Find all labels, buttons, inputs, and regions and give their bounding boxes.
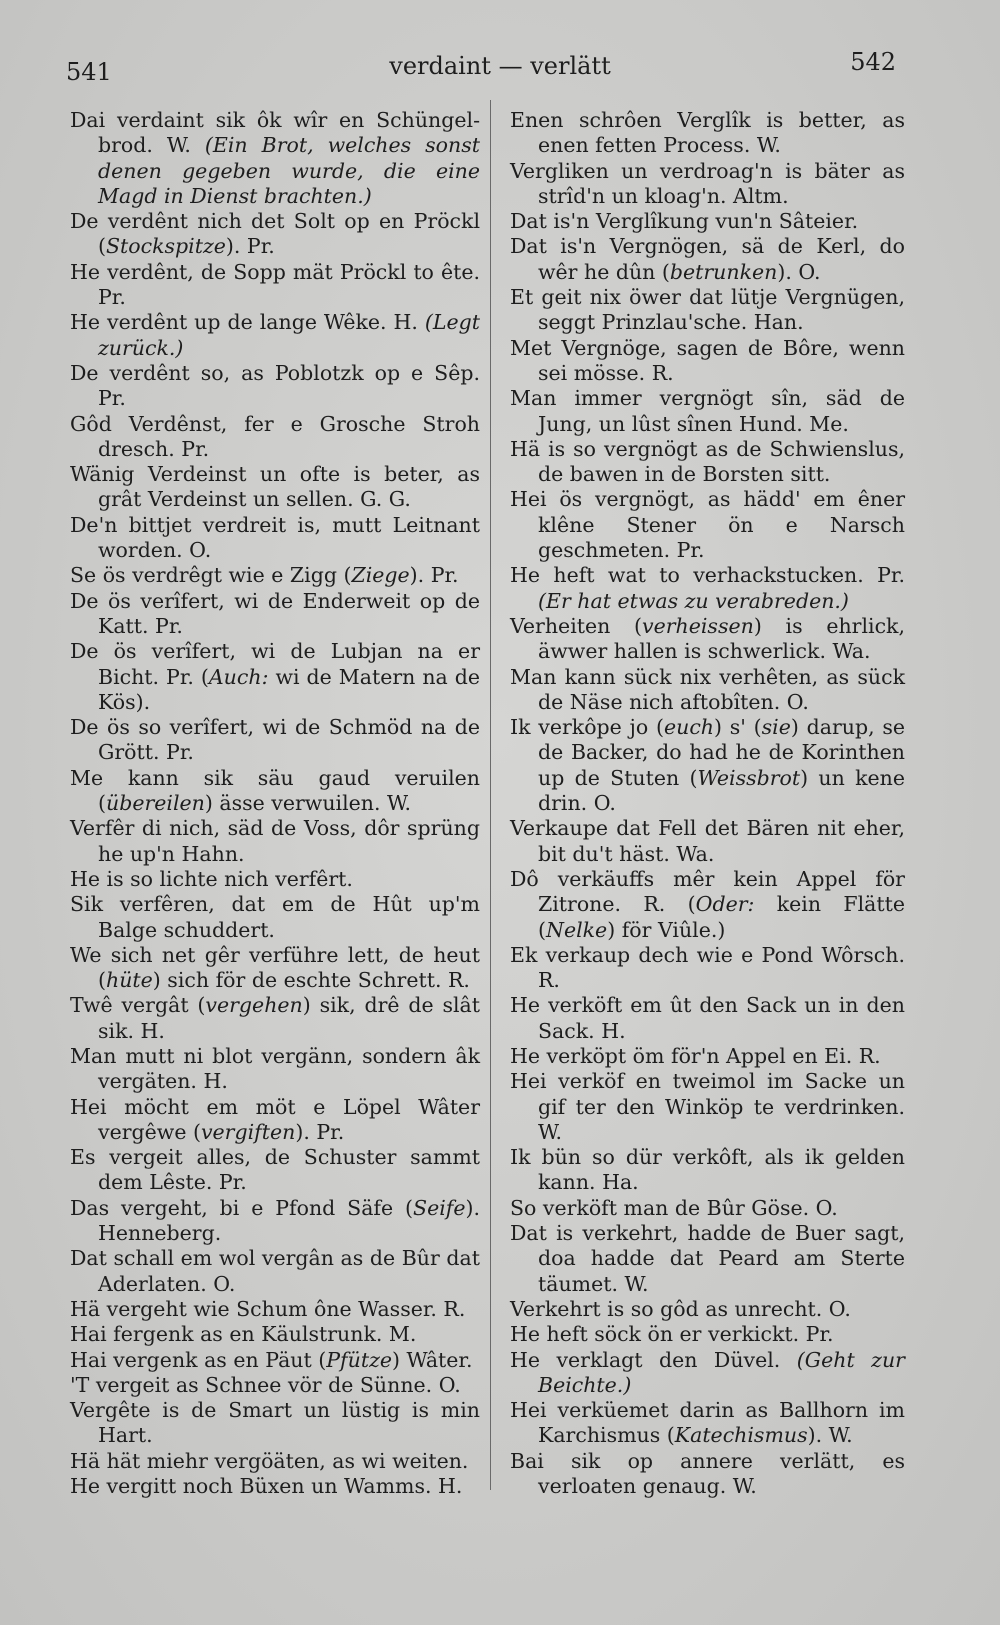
entry-text: Se ös verdrêgt wie e Zigg ( [70,563,352,588]
proverb-entry [510,1297,905,1322]
entry-gloss: Nelke [546,917,608,942]
proverb-entry [70,1373,480,1398]
proverb-entry [70,639,480,715]
entry-text: He verklagt den Düvel. [510,1347,797,1372]
entry-text: Vergliken un verdroag'n is bäter as strîd'n un kloag'n. Altm. [510,158,905,208]
entry-text: Man mutt ni blot vergänn, sondern âk vergäten. H. [70,1043,480,1094]
entry-gloss: (Ein Brot, welches sonst denen gegeben wurde, die eine Magd in Dienst brachten.) [98,133,480,208]
entry-text: ). W. [807,1423,853,1448]
entry-text: ) ässe verwuilen. W. [204,791,412,816]
entry-gloss: (Geht zur Beichte.) [538,1347,905,1397]
entry-text: Hei verküemet darin as Ballhorn im Karchismus ( [510,1398,905,1448]
proverb-entry [70,209,480,260]
entry-text: Me kann sik säu gaud veruilen ( [70,765,480,816]
entry-text: Dat schall em wol vergân as de Bûr dat Aderlaten. O. [70,1246,480,1296]
proverb-entry [70,1398,480,1449]
left-column [70,108,480,1499]
proverb-entry [70,1246,480,1297]
entry-text: Dat is verkehrt, hadde de Buer sagt, doa hadde dat Peard am Sterte täumet. W. [510,1221,905,1296]
proverb-entry [510,1196,905,1221]
entry-text: ) un kene drin. O. [538,765,906,816]
entry-text: He verdênt, de Sopp mät Pröckl to ête. Pr. [70,259,480,310]
entry-gloss: euch [663,715,715,740]
proverb-entry [70,563,480,588]
entry-text: ) Wâter. [392,1347,473,1372]
entry-gloss: Seife [413,1195,466,1220]
proverb-entry [510,1322,905,1347]
entry-text: Hei möcht em möt e Löpel Wâter vergêwe ( [70,1094,480,1144]
entry-text: Enen schrôen Verglîk is better, as enen fetten Process. W. [510,108,905,158]
entry-text: Hai fergenk as en Käulstrunk. M. [70,1322,417,1347]
entry-gloss: Katechismus [674,1423,808,1448]
proverb-entry [70,1095,480,1146]
entry-gloss: (Legt zurück.) [98,310,480,360]
proverb-entry [70,462,480,513]
entry-gloss: sie [761,715,791,740]
proverb-entry [510,234,905,285]
proverb-entry [510,1449,905,1500]
proverb-entry [70,260,480,311]
entry-text: Bai sik op annere verlätt, es verloaten genaug. W. [510,1448,905,1499]
proverb-entry [70,1196,480,1247]
entry-text: Verkehrt is so gôd as unrecht. O. [510,1296,851,1321]
entry-text: 'T vergeit as Schnee vör de Sünne. O. [70,1372,461,1397]
proverb-entry [510,1221,905,1297]
page-number-right: 542 [850,48,896,76]
proverb-entry [510,437,905,488]
proverb-entry [510,614,905,665]
proverb-entry [70,1348,480,1373]
entry-text: ) sich för de eschte Schrett. R. [152,968,470,993]
proverb-entry [70,108,480,209]
entry-text: ). Pr. [225,234,275,259]
proverb-entry [510,209,905,234]
entry-text: Hä hät miehr vergöäten, as wi weiten. [70,1448,469,1473]
entry-text: We sich net gêr verführe lett, de heut ( [70,942,480,993]
proverb-entry [510,665,905,716]
entry-gloss: übereilen [106,791,205,816]
entry-text: Gôd Verdênst, fer e Grosche Stroh dresch. Pr. [70,411,480,461]
proverb-entry [70,310,480,361]
proverb-entry [70,1449,480,1474]
entry-gloss: Auch: [208,664,269,689]
proverb-entry [510,1145,905,1196]
page-header [0,46,1000,86]
entry-text: Man kann sück nix verhêten, as sück de Näse nich aftobîten. O. [510,664,905,714]
proverb-entry [70,412,480,463]
entry-text: He verköft em ût den Sack un in den Sack. H. [510,993,905,1043]
entry-text: wi de Matern na de Kös). [98,664,480,714]
entry-text: He vergitt noch Büxen un Wamms. H. [70,1474,463,1499]
entry-gloss: Oder: [695,892,755,917]
entry-text: Dai verdaint sik ôk wîr en Schüngel-brod. W. [70,108,480,158]
entry-text: Hei verköf en tweimol im Sacke un gif ter den Winköp te verdrinken. W. [510,1069,905,1144]
proverb-entry [70,1322,480,1347]
entry-text: Dat is'n Verglîkung vun'n Sâteier. [510,209,859,234]
proverb-entry [510,336,905,387]
entry-text: Dô verkäuffs mêr kein Appel för Zitrone. R. ( [510,866,905,917]
entry-gloss: betrunken [669,259,778,284]
entry-text: De ös verîfert, wi de Enderweit op de Katt. Pr. [70,588,480,638]
entry-text: ). O. [777,259,821,284]
entry-text: Das vergeht, bi e Pfond Säfe ( [70,1195,414,1220]
proverb-entry [510,867,905,943]
entry-text: kein Flätte ( [538,892,905,942]
entry-text: He verdênt up de lange Wêke. H. [70,310,425,335]
proverb-entry [70,943,480,994]
entry-text: ). Henneberg. [98,1195,480,1246]
proverb-entry [70,1474,480,1499]
proverb-entry [510,1044,905,1069]
entry-text: De verdênt so, as Poblotzk op e Sêp. Pr. [70,360,480,411]
proverb-entry [70,892,480,943]
entry-text: Et geit nix öwer dat lütje Vergnügen, seggt Prinzlau'sche. Han. [510,285,905,335]
entry-text: ). Pr. [295,1119,345,1144]
proverb-entry [70,1297,480,1322]
entry-text: ) darup, se de Backer, do had he de Korinthen up de Stuten ( [538,715,905,790]
entry-gloss: Stockspitze [106,234,226,259]
running-title: verdaint — verlätt [389,52,611,80]
entry-text: ) sik, drê de slât sik. H. [98,993,480,1043]
entry-text: Met Vergnöge, sagen de Bôre, wenn sei mösse. R. [510,335,905,385]
entry-gloss: Pfütze [326,1347,393,1372]
proverb-entry [510,1069,905,1145]
proverb-entry [510,1348,905,1399]
entry-text: Vergête is de Smart un lüstig is min Hart. [70,1398,480,1448]
proverb-entry [510,108,905,159]
proverb-entry [510,993,905,1044]
entry-text: He verköpt öm för'n Appel en Ei. R. [510,1043,881,1068]
entry-text: Man immer vergnögt sîn, säd de Jung, un lûst sînen Hund. Me. [510,386,905,436]
entry-gloss: verheissen [642,613,754,638]
proverb-entry [70,1044,480,1095]
entry-gloss: hüte [106,968,153,993]
right-column [510,108,905,1499]
entry-text: De ös verîfert, wi de Lubjan na er Bicht. Pr. ( [70,639,480,689]
entry-text: ) is ehrlick, äwwer hallen is schwerlick. Wa. [538,613,905,664]
entry-gloss: Weissbrot [697,765,801,790]
proverb-entry [510,816,905,867]
proverb-entry [510,1398,905,1449]
page-number-left: 541 [66,58,112,86]
proverb-entry [70,715,480,766]
entry-text: Verkaupe dat Fell det Bären nit eher, bit du't häst. Wa. [510,816,905,866]
entry-text: He is so lichte nich verfêrt. [70,866,353,891]
entry-text: Dat is'n Vergnögen, sä de Kerl, do wêr he dûn ( [510,234,905,284]
entry-text: Es vergeit alles, de Schuster sammt dem Lêste. Pr. [70,1145,480,1195]
entry-text: ) s' ( [714,715,762,740]
entry-text: Hai vergenk as en Päut ( [70,1347,327,1372]
proverb-entry [510,563,905,614]
entry-text: Hä is so vergnögt as de Schwienslus, de bawen in de Borsten sitt. [510,436,905,487]
entry-text: Wänig Verdeinst un ofte is beter, as grât Verdeinst un sellen. G. G. [70,462,480,512]
proverb-entry [70,867,480,892]
entry-text: Twê vergât ( [70,993,206,1018]
entry-text: De'n bittjet verdreit is, mutt Leitnant worden. O. [70,512,480,563]
entry-text: Verfêr di nich, säd de Voss, dôr sprüng he up'n Hahn. [70,816,480,866]
proverb-entry [70,816,480,867]
entry-text: Sik verfêren, dat em de Hût up'm Balge schuddert. [70,892,480,942]
entry-gloss: Ziege [351,563,410,588]
entry-text: De verdênt nich det Solt op en Pröckl ( [70,209,480,259]
proverb-entry [510,285,905,336]
entry-text: So verköft man de Bûr Göse. O. [510,1195,838,1220]
entry-text: Ik bün so dür verkôft, als ik gelden kann. Ha. [510,1145,905,1195]
entry-text: Hä vergeht wie Schum ône Wasser. R. [70,1296,466,1321]
proverb-entry [70,766,480,817]
entry-gloss: (Er hat etwas zu verabreden.) [538,588,849,613]
proverb-entry [510,715,905,816]
entry-text: Ik verkôpe jo ( [510,715,664,740]
entry-text: He heft wat to verhackstucken. Pr. [510,563,905,588]
entry-text: Hei ös vergnögt, as hädd' em êner klêne Stener ön e Narsch geschmeten. Pr. [510,487,905,563]
column-divider [490,100,491,1490]
proverb-entry [510,159,905,210]
entry-text: ) för Viûle.) [607,917,726,942]
entry-text: He heft söck ön er verkickt. Pr. [510,1322,834,1347]
proverb-entry [70,993,480,1044]
proverb-entry [510,487,905,563]
entry-text: ). Pr. [409,563,459,588]
proverb-entry [510,386,905,437]
entry-gloss: vergiften [200,1119,296,1144]
proverb-entry [510,943,905,994]
entry-gloss: vergehen [205,993,303,1018]
entry-text: Ek verkaup dech wie e Pond Wôrsch. R. [510,942,905,993]
proverb-entry [70,1145,480,1196]
proverb-entry [70,361,480,412]
entry-text: De ös so verîfert, wi de Schmöd na de Grött. Pr. [70,715,480,765]
proverb-entry [70,513,480,564]
entry-text: Verheiten ( [510,613,643,638]
proverb-entry [70,589,480,640]
